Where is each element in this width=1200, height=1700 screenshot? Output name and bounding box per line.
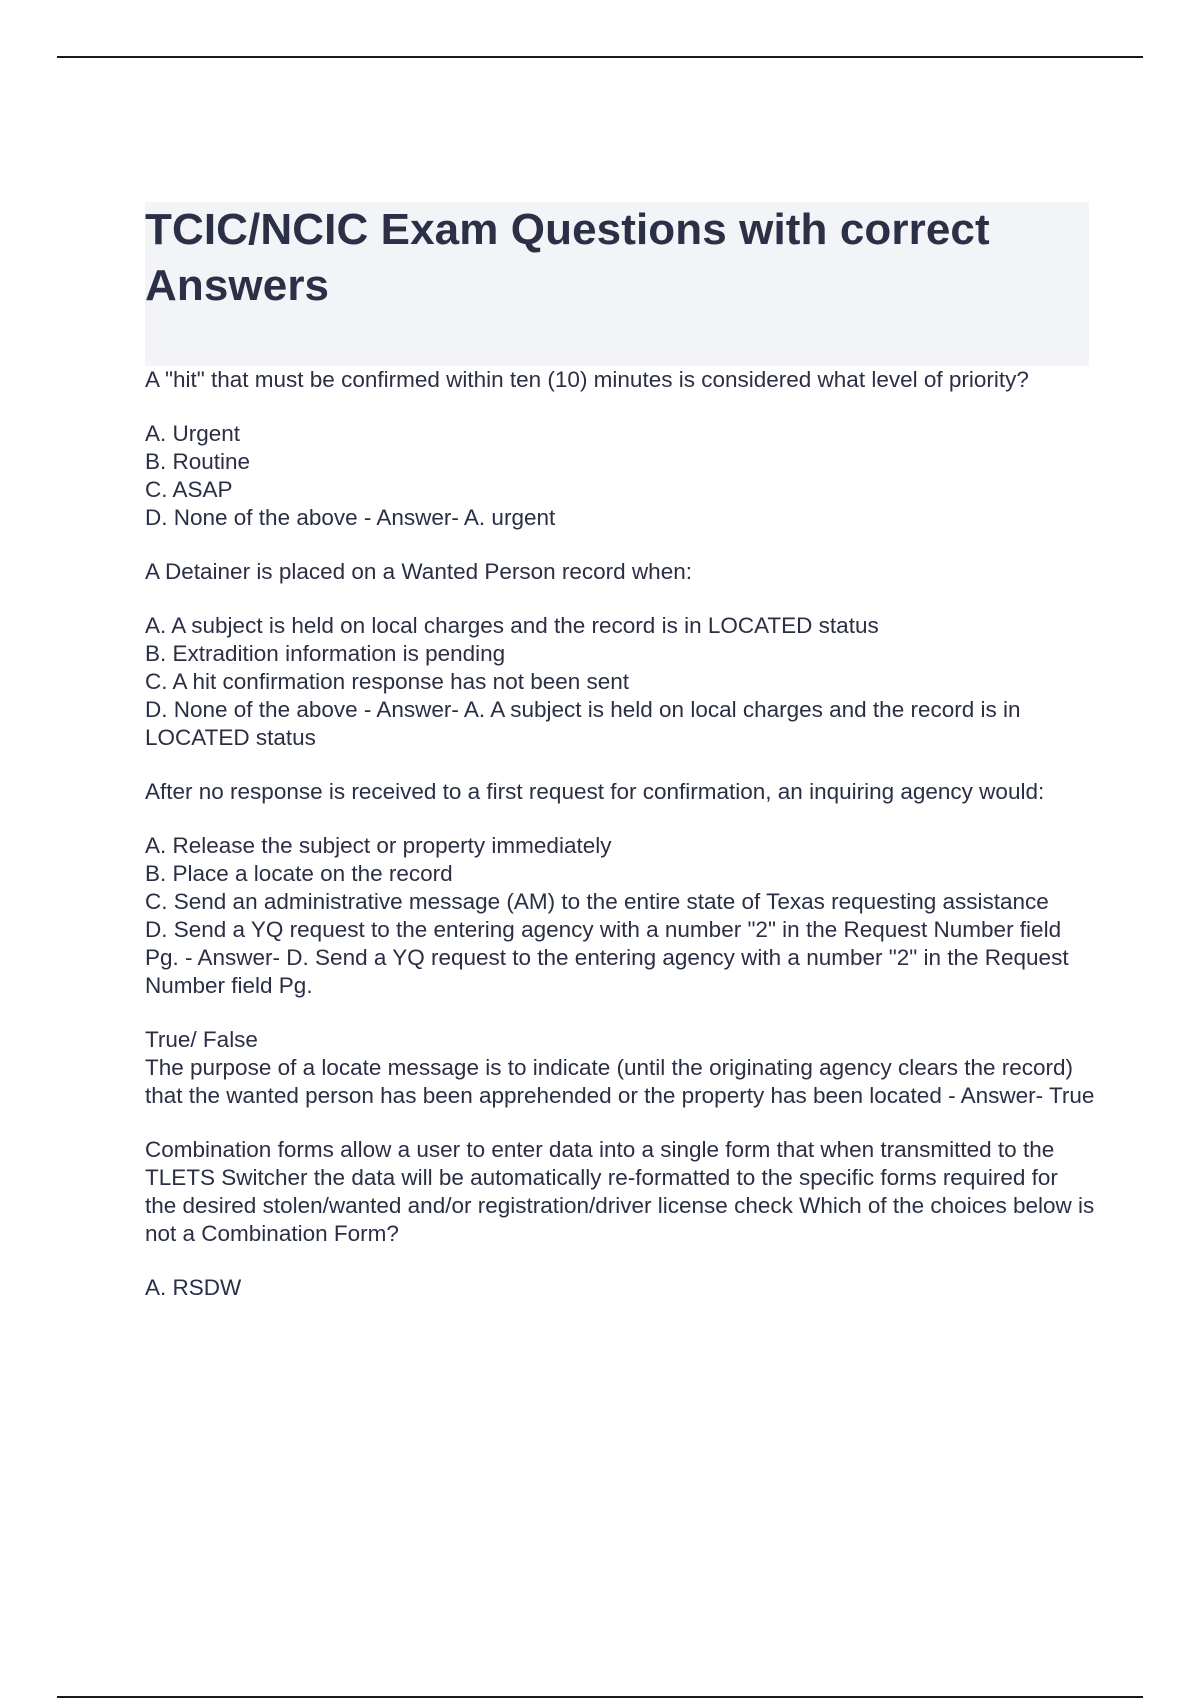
option-text: A. RSDW (145, 1275, 242, 1300)
option-answer-text: D. None of the above - Answer- A. A subject is held on local charges and the record is in LOCATED status (145, 697, 1021, 750)
option-text: B. Place a locate on the record (145, 861, 453, 886)
option-text: B. Routine (145, 449, 251, 474)
document-body (145, 366, 1095, 1302)
option-text: C. ASAP (145, 477, 233, 502)
option-answer-text: D. Send a YQ request to the entering agency with a number "2" in the Request Number field Pg. - Answer- D. Send a YQ request to the entering agency with a number "2" in the Request Number field Pg. (145, 917, 1069, 998)
option-text: A. Urgent (145, 421, 241, 446)
option-answer-text: The purpose of a locate message is to indicate (until the originating agency clears the record) that the wanted person has been apprehended or the property has been located - Answer- True (145, 1055, 1095, 1108)
title-block (145, 202, 1089, 366)
option-text: A. A subject is held on local charges and the record is in LOCATED status (145, 613, 879, 638)
document-title: TCIC/NCIC Exam Questions with correct Answers (145, 205, 990, 310)
footer-rule (57, 1696, 1143, 1698)
question-text: True/ False (145, 1027, 258, 1052)
option-answer-text: D. None of the above - Answer- A. urgent (145, 505, 556, 530)
header-rule (57, 56, 1143, 58)
question-text: A "hit" that must be confirmed within ten (10) minutes is considered what level of priority? (145, 367, 1029, 392)
option-text: C. Send an administrative message (AM) to the entire state of Texas requesting assistance (145, 889, 1049, 914)
option-text: C. A hit confirmation response has not been sent (145, 669, 630, 694)
question-text: Combination forms allow a user to enter data into a single form that when transmitted to the TLETS Switcher the data will be automatically re-formatted to the specific forms required for the desired stolen/wanted and/or registration/driver license check Which of the choices below is not a Combination Form? (145, 1137, 1095, 1246)
question-text: After no response is received to a first request for confirmation, an inquiring agency would: (145, 779, 1045, 804)
option-text: A. Release the subject or property immediately (145, 833, 612, 858)
question-text: A Detainer is placed on a Wanted Person record when: (145, 559, 692, 584)
option-text: B. Extradition information is pending (145, 641, 506, 666)
